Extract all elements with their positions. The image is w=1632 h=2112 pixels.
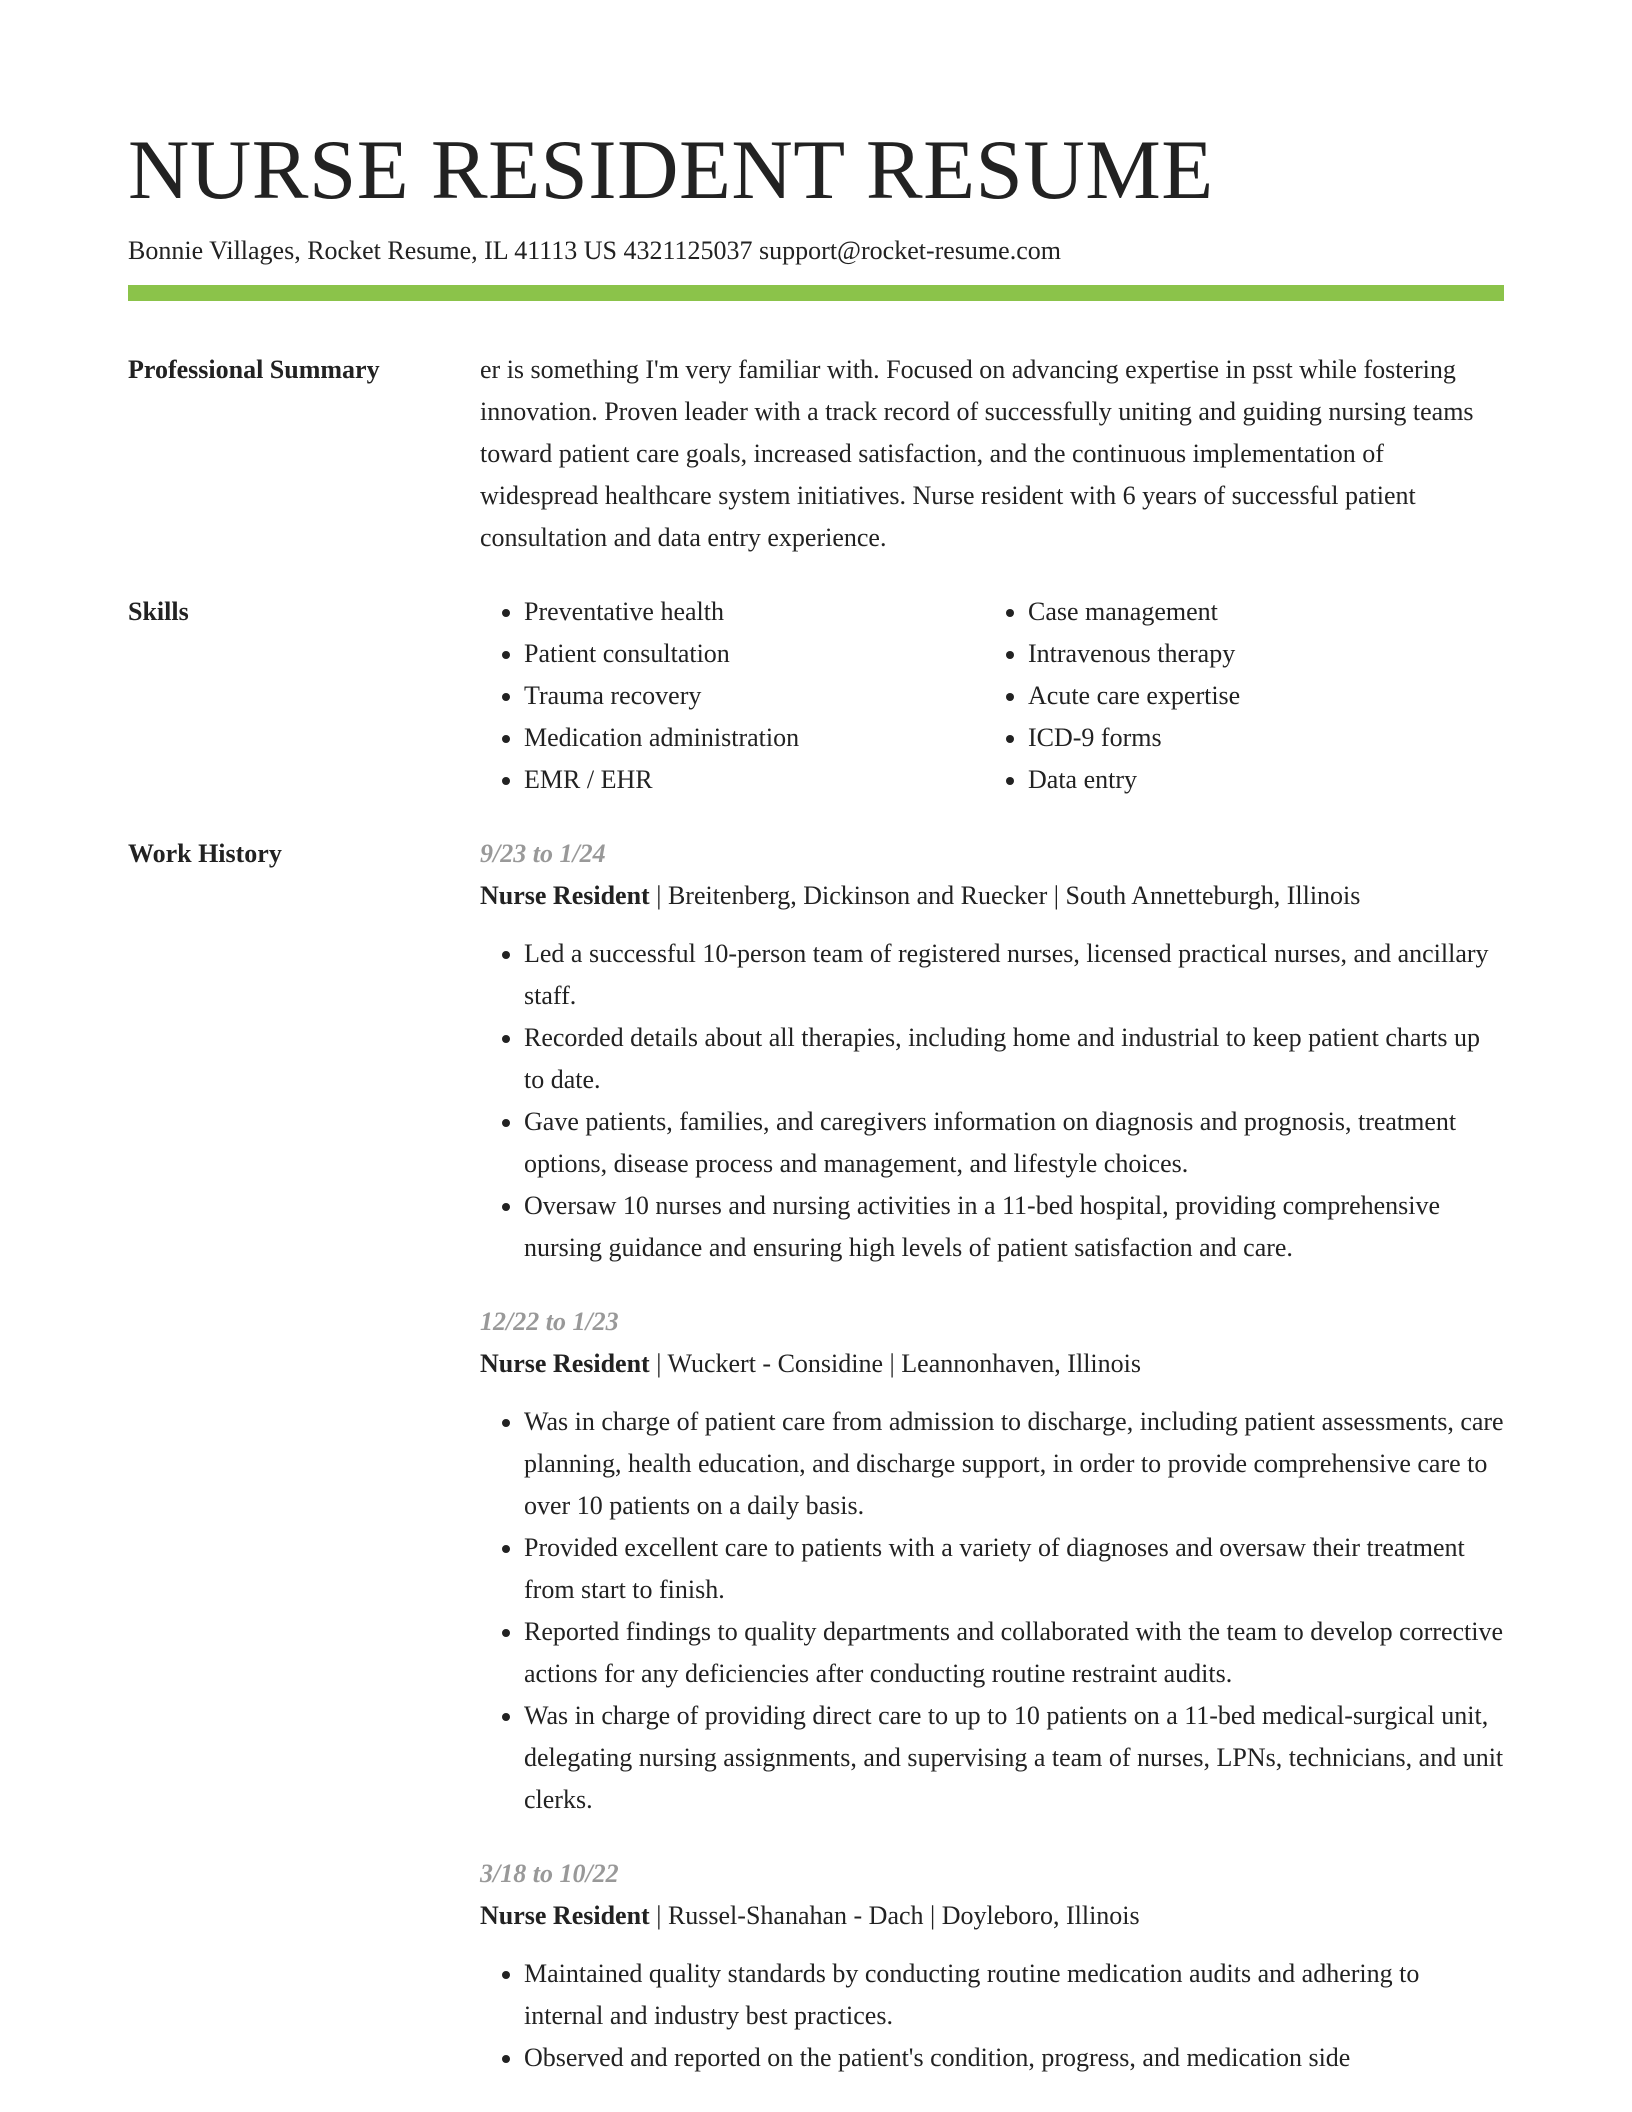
resume-title: NURSE RESIDENT RESUME: [128, 123, 1214, 217]
contact-line: Bonnie Villages, Rocket Resume, IL 41113 US 4321125037 support@rocket-resume.com: [128, 236, 1061, 265]
job-title: Nurse Resident: [480, 1901, 650, 1930]
skill-item: • Preventative health: [524, 591, 984, 633]
skill-item: • Data entry: [1028, 759, 1488, 801]
skill-item: • Case management: [1028, 591, 1488, 633]
summary-body: [480, 349, 1504, 559]
skills-body: [480, 591, 1504, 801]
job-entry: [480, 833, 1504, 1269]
job-title: Nurse Resident: [480, 1349, 650, 1378]
job-company: Breitenberg, Dickinson and Ruecker: [667, 881, 1048, 910]
heading-separator: |: [1047, 881, 1066, 910]
section-label-skills: Skills: [128, 597, 189, 626]
heading-separator: |: [883, 1349, 902, 1378]
skill-item: • Medication administration: [524, 717, 984, 759]
job-bullet: • Recorded details about all therapies, including home and industrial to keep patient charts up to date.: [524, 1017, 1504, 1101]
skills-columns: [480, 591, 1504, 801]
job-location: Doyleboro, Illinois: [941, 1901, 1140, 1930]
job-bullet: • Was in charge of providing direct care to up to 10 patients on a 11-bed medical-surgical unit, delegating nursing assignments, and supervising a team of nurses, LPNs, technicians, and unit clerks.: [524, 1695, 1504, 1821]
resume-header: [128, 118, 1504, 268]
job-bullet: • Led a successful 10-person team of registered nurses, licensed practical nurses, and ancillary staff.: [524, 933, 1504, 1017]
skills-list-left: [480, 591, 984, 801]
job-location: South Annetteburgh, Illinois: [1065, 881, 1361, 910]
skill-item: • Acute care expertise: [1028, 675, 1488, 717]
job-dates: 12/22 to 1/23: [480, 1307, 619, 1336]
job-bullet: • Oversaw 10 nurses and nursing activities in a 11-bed hospital, providing comprehensive nursing guidance and ensuring high levels of patient satisfaction and care.: [524, 1185, 1504, 1269]
job-entry: [480, 1301, 1504, 1821]
job-bullet: • Gave patients, families, and caregivers information on diagnosis and prognosis, treatment options, disease process and management, and lifestyle choices.: [524, 1101, 1504, 1185]
job-bullet: • Provided excellent care to patients with a variety of diagnoses and oversaw their treatment from start to finish.: [524, 1527, 1504, 1611]
job-bullets: [480, 1401, 1504, 1821]
job-heading: [480, 1343, 1504, 1385]
job-location: Leannonhaven, Illinois: [901, 1349, 1141, 1378]
job-heading: [480, 875, 1504, 917]
job-entry: [480, 1853, 1504, 2079]
heading-separator: |: [649, 1901, 668, 1930]
heading-separator: |: [649, 1349, 668, 1378]
job-heading: [480, 1895, 1504, 1937]
accent-divider: [128, 285, 1504, 301]
skill-item: • ICD-9 forms: [1028, 717, 1488, 759]
job-bullets: [480, 933, 1504, 1269]
job-bullet: • Observed and reported on the patient's condition, progress, and medication side: [524, 2037, 1504, 2079]
skills-list-right: [984, 591, 1488, 801]
skill-item: • Patient consultation: [524, 633, 984, 675]
job-title: Nurse Resident: [480, 881, 650, 910]
job-company: Wuckert - Considine: [667, 1349, 884, 1378]
job-bullet: • Was in charge of patient care from admission to discharge, including patient assessments, care planning, health education, and discharge support, in order to provide comprehensive care to over 10 patients on a daily basis.: [524, 1401, 1504, 1527]
section-label-work-history: Work History: [128, 839, 282, 868]
job-bullet: • Maintained quality standards by conducting routine medication audits and adhering to internal and industry best practices.: [524, 1953, 1504, 2037]
work-history-body: [480, 833, 1504, 2099]
heading-separator: |: [649, 881, 668, 910]
job-dates: 3/18 to 10/22: [480, 1859, 619, 1888]
section-label-summary: Professional Summary: [128, 355, 380, 384]
heading-separator: |: [923, 1901, 942, 1930]
skill-item: • EMR / EHR: [524, 759, 984, 801]
job-bullet: • Reported findings to quality departments and collaborated with the team to develop corrective actions for any deficiencies after conducting routine restraint audits.: [524, 1611, 1504, 1695]
job-bullets: [480, 1953, 1504, 2079]
job-dates: 9/23 to 1/24: [480, 839, 606, 868]
skill-item: • Intravenous therapy: [1028, 633, 1488, 675]
skill-item: • Trauma recovery: [524, 675, 984, 717]
job-company: Russel-Shanahan - Dach: [667, 1901, 924, 1930]
summary-text: er is something I'm very familiar with. Focused on advancing expertise in psst while fostering innovation. Proven leader with a track record of successfully uniting and guiding nursing teams toward patient care goals, increased satisfaction, and the continuous implementation of widespread healthcare system initiatives. Nurse resident with 6 years of successful patient consultation and data entry experience.: [480, 355, 1474, 552]
